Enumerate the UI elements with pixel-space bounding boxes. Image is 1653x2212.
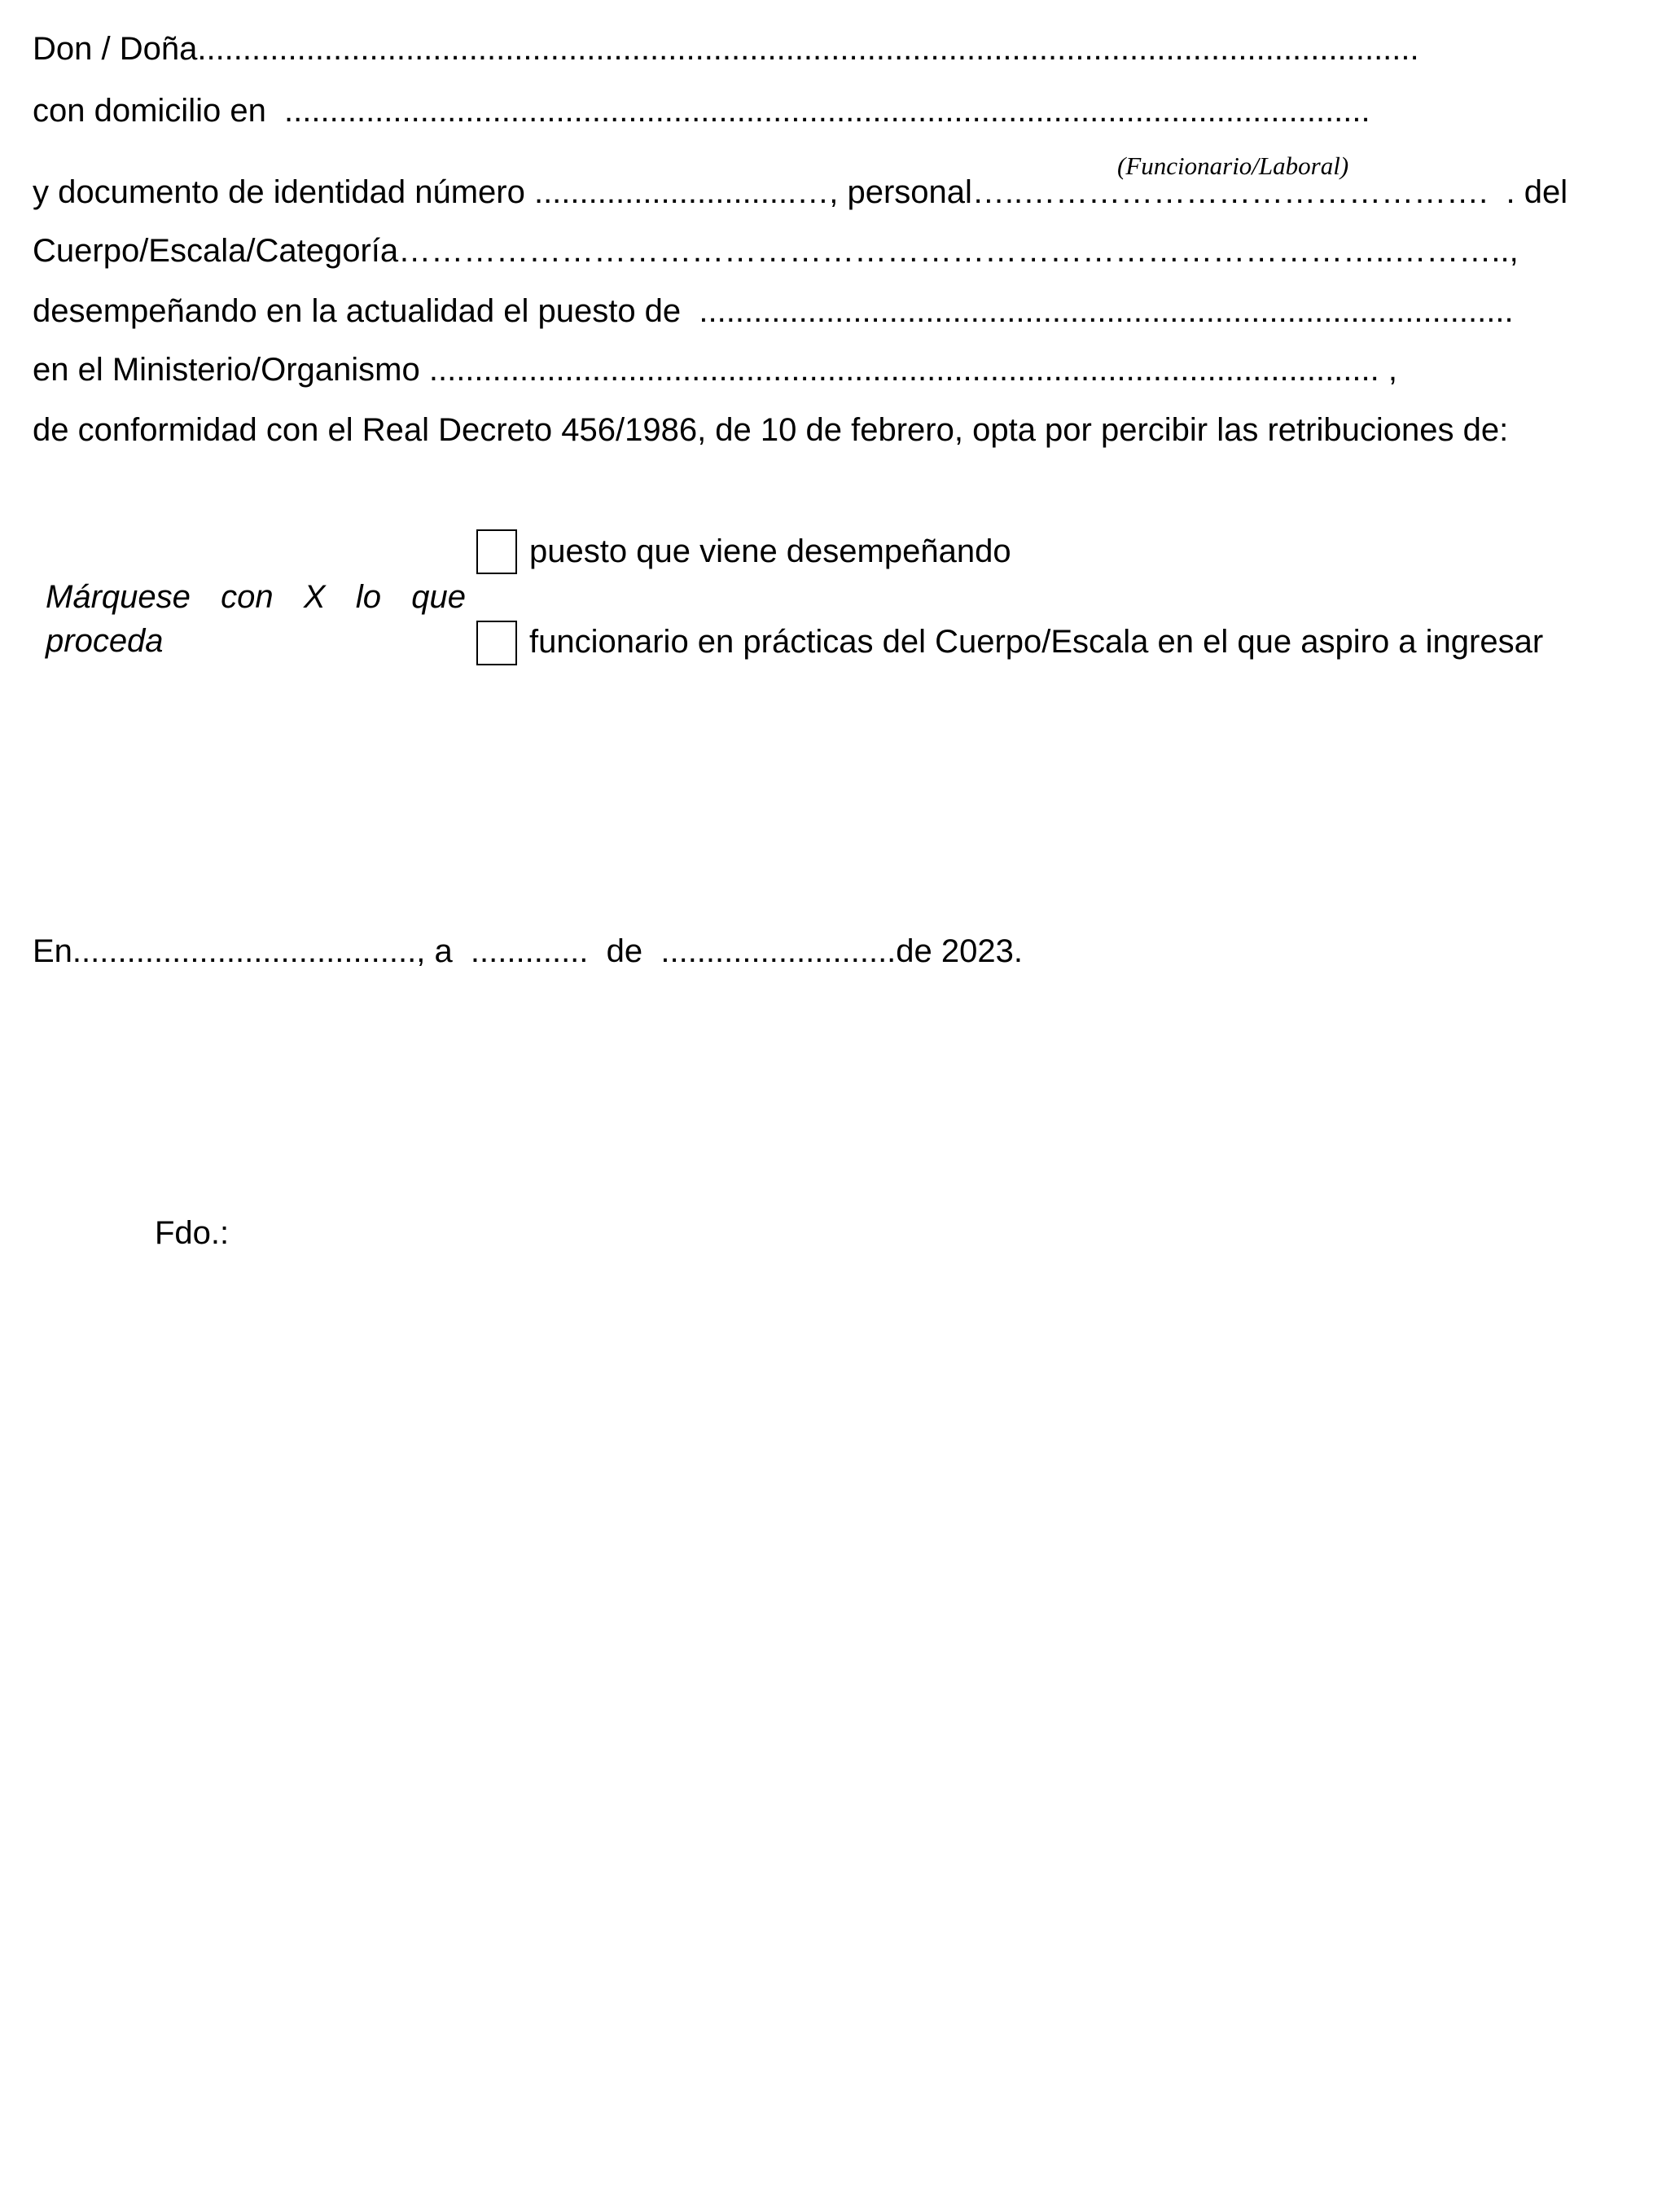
place-date-line[interactable]: En......................................, a ............. de ..........................de 2023. <box>33 933 1023 969</box>
signature-label: Fdo.: <box>155 1215 230 1251</box>
option2-label: funcionario en prácticas del Cuerpo/Escala en el que aspiro a ingresar <box>529 624 1544 660</box>
option1-checkbox[interactable] <box>476 529 517 574</box>
form-line-id-number[interactable]: y documento de identidad número .............................…, personal…..……………………………………. . del <box>33 174 1568 210</box>
mark-instruction: Márquese con X lo que proceda <box>46 579 466 659</box>
option2-checkbox[interactable] <box>476 621 517 665</box>
form-line-position[interactable]: desempeñando en la actualidad el puesto de .......................................................................................... <box>33 293 1514 329</box>
form-line-corps[interactable]: Cuerpo/Escala/Categoría………………………………………………………………………………..……….., <box>33 233 1519 269</box>
employment-type-note: (Funcionario/Laboral) <box>1117 151 1349 180</box>
form-line-decree: de conformidad con el Real Decreto 456/1986, de 10 de febrero, opta por percibir las retribuciones de: <box>33 412 1509 448</box>
form-line-address[interactable]: con domicilio en ........................................................................................................................ <box>33 93 1370 129</box>
option1-label: puesto que viene desempeñando <box>529 533 1011 569</box>
form-line-ministry[interactable]: en el Ministerio/Organismo ......................................................................................................... , <box>33 352 1397 388</box>
form-line-name[interactable]: Don / Doña....................................................................................................................................... <box>33 31 1419 67</box>
